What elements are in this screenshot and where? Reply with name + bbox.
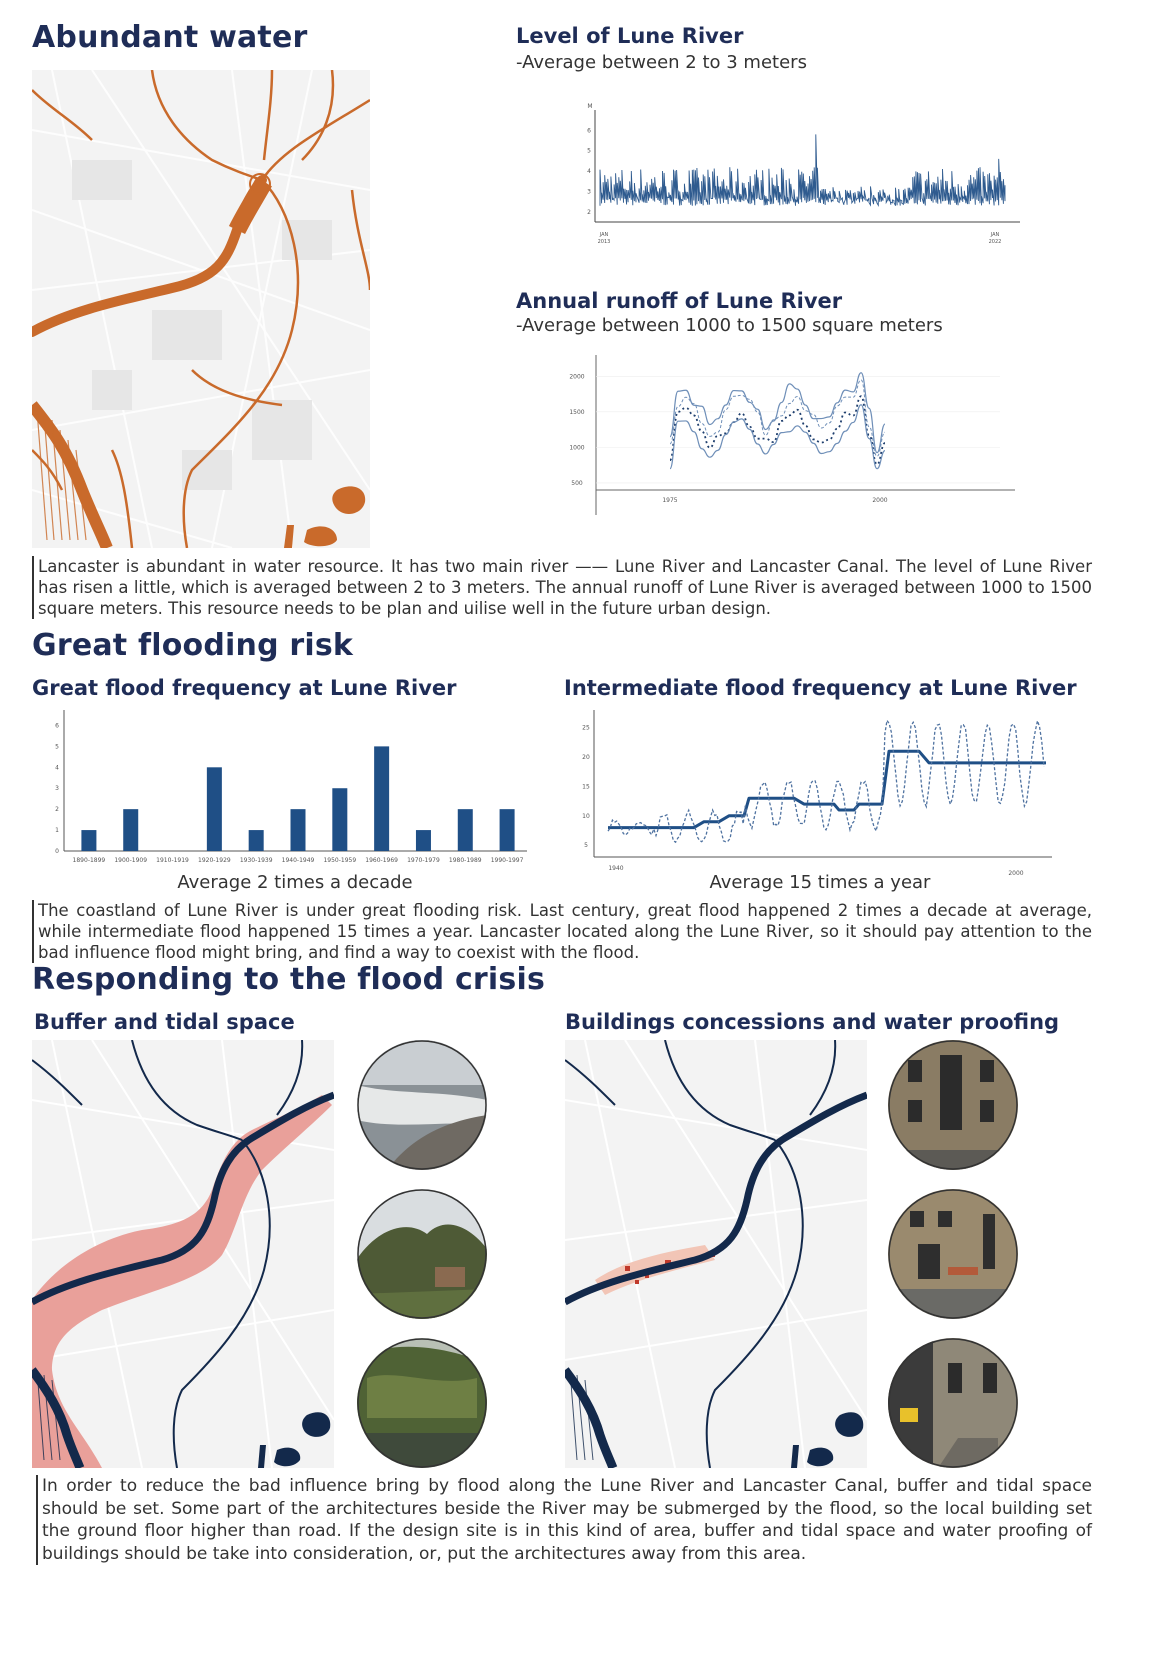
bar-1970-1979 (416, 830, 431, 851)
level-xtick-end-year: 2022 (988, 239, 1002, 245)
bar-xtick: 1980-1989 (448, 857, 482, 864)
level-chart (580, 100, 1020, 255)
runoff-ytick: 500 (571, 479, 583, 487)
bar-ytick: 1 (55, 827, 59, 835)
river-shore-photo (357, 1040, 487, 1170)
inter-ytick: 25 (582, 724, 590, 732)
great-flood-caption: Average 2 times a decade (177, 872, 413, 893)
runoff-xtick-end: 2000 (872, 497, 888, 504)
bar-ytick: 5 (55, 743, 59, 751)
buffer-tidal-map (32, 1040, 334, 1468)
buildings-title: Buildings concessions and water proofing (565, 1010, 1060, 1034)
bar-1990-1997 (500, 809, 515, 851)
level-ytick: 2 (587, 208, 591, 216)
bar-ytick: 4 (55, 764, 59, 772)
intermediate-flood-caption: Average 15 times a year (709, 872, 931, 893)
bar-1930-1939 (249, 830, 264, 851)
bar-xtick: 1920-1929 (198, 857, 231, 864)
bar-xtick: 1990-1997 (490, 857, 524, 864)
canal-trees-photo (357, 1189, 487, 1319)
level-xtick-end: JAN (990, 232, 1000, 238)
runoff-xtick-start: 1975 (662, 497, 678, 504)
inter-step-line (608, 751, 1046, 827)
raised-floor-building-photo (888, 1189, 1018, 1319)
runoff-ytick: 1000 (569, 444, 585, 452)
stone-building-photo (888, 1040, 1018, 1170)
bar-xtick: 1960-1969 (365, 857, 398, 864)
section-title-abundant-water: Abundant water (32, 20, 308, 55)
section2-paragraph: The coastland of Lune River is under great flooding risk. Last century, great flood happened 2 times a decade at average, while intermediate flood happened 15 times a year. Lancaster located along the Lune River, so it should pay attention to the bad influence flood might bring, and find a way to coexist with the flood. (32, 900, 1092, 963)
runoff-series-upper (670, 373, 885, 453)
level-chart-subtitle: -Average between 2 to 3 meters (516, 52, 807, 73)
runoff-chart-subtitle: -Average between 1000 to 1500 square meters (516, 315, 943, 336)
bar-xtick: 1970-1979 (407, 857, 440, 864)
bar-xtick: 1890-1899 (72, 857, 106, 864)
level-xtick-start-year: 2013 (597, 239, 611, 245)
runoff-chart-title: Annual runoff of Lune River (516, 289, 843, 313)
level-ylabel: M (587, 103, 593, 110)
inter-ytick: 15 (582, 783, 590, 791)
bar-xtick: 1940-1949 (281, 857, 315, 864)
buffer-title: Buffer and tidal space (34, 1010, 295, 1034)
bar-ytick: 6 (55, 722, 59, 730)
section-title-responding: Responding to the flood crisis (32, 962, 545, 997)
bar-xtick: 1910-1919 (156, 857, 189, 864)
bar-1950-1959 (332, 788, 347, 851)
runoff-ytick: 2000 (569, 373, 585, 381)
bar-ytick: 2 (55, 806, 59, 814)
level-xtick-start: JAN (599, 232, 609, 238)
inter-xtick-start: 1940 (608, 865, 624, 872)
bar-xtick: 1900-1909 (114, 857, 148, 864)
great-flood-title: Great flood frequency at Lune River (32, 676, 457, 700)
water-resource-map (32, 70, 370, 548)
runoff-ytick: 1500 (569, 408, 585, 416)
section-title-flooding-risk: Great flooding risk (32, 628, 354, 663)
great-flood-chart (32, 705, 532, 870)
level-ytick: 6 (587, 127, 591, 135)
bar-ytick: 0 (55, 848, 59, 855)
bar-1920-1929 (207, 767, 222, 851)
intermediate-flood-title: Intermediate flood frequency at Lune River (564, 676, 1077, 700)
bar-1890-1899 (81, 830, 96, 851)
waterproof-entrance-photo (888, 1338, 1018, 1468)
buildings-concessions-map (565, 1040, 867, 1468)
level-chart-title: Level of Lune River (516, 24, 744, 48)
section3-paragraph: In order to reduce the bad influence bring by flood along the Lune River and Lancaster Canal, buffer and tidal space should be set. Some part of the architectures beside the River may be submerged by the flood, so the local building set the ground floor higher than road. If the design site is in this kind of area, buffer and tidal space and water proofing of buildings should be take into consideration, or, put the architectures away from this area. (36, 1475, 1092, 1565)
level-ytick: 3 (587, 188, 591, 196)
bar-xtick: 1950-1959 (323, 857, 357, 864)
intermediate-flood-chart (564, 705, 1054, 885)
inter-dashed-line (608, 721, 1044, 843)
runoff-chart (560, 345, 1020, 520)
inter-ytick: 10 (582, 812, 590, 820)
level-ytick: 4 (587, 168, 591, 176)
bar-1960-1969 (374, 746, 389, 851)
inter-ytick: 5 (584, 842, 588, 850)
bar-ytick: 3 (55, 785, 59, 793)
riverbank-vegetation-photo (357, 1338, 487, 1468)
bar-1980-1989 (458, 809, 473, 851)
section1-paragraph: Lancaster is abundant in water resource. It has two main river —— Lune River and Lancaster Canal. The level of Lune River has risen a little, which is averaged between 2 to 3 meters. The annual runoff of Lune River is averaged between 1000 to 1500 square meters. This resource needs to be plan and uilise well in the future urban design. (32, 556, 1092, 619)
bar-1940-1949 (291, 809, 306, 851)
inter-ytick: 20 (582, 754, 590, 762)
bar-xtick: 1930-1939 (239, 857, 273, 864)
level-ytick: 5 (587, 147, 591, 155)
bar-1900-1909 (123, 809, 138, 851)
inter-xtick-end: 2000 (1008, 870, 1024, 877)
level-series-line (600, 134, 1005, 205)
